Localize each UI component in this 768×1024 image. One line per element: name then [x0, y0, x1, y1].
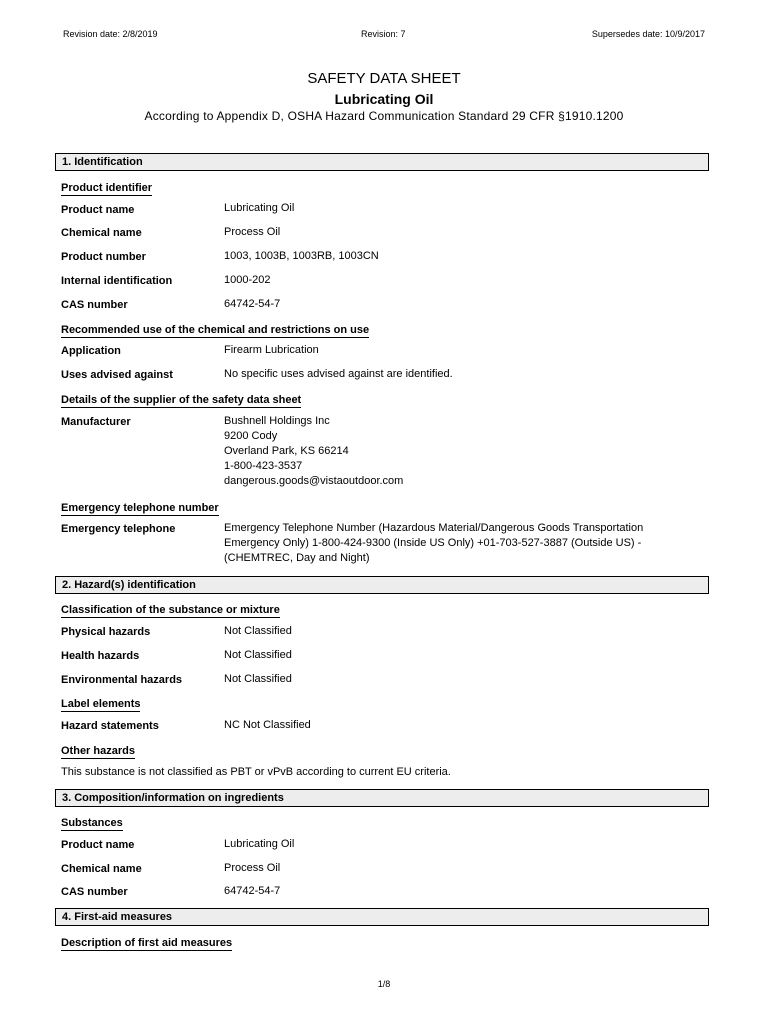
composition-product-name-value: Lubricating Oil — [224, 838, 295, 850]
product-name-value: Lubricating Oil — [224, 202, 295, 214]
application-label: Application — [61, 345, 121, 357]
health-hazards-label: Health hazards — [61, 650, 140, 662]
product-identifier-heading: Product identifier — [61, 182, 153, 194]
emergency-number-heading: Emergency telephone number — [61, 502, 219, 514]
composition-cas-value: 64742-54-7 — [224, 885, 281, 897]
chemical-name-value: Process Oil — [224, 226, 281, 238]
uses-advised-against-label: Uses advised against — [61, 369, 173, 381]
physical-hazards-value: Not Classified — [224, 625, 292, 637]
manufacturer-label: Manufacturer — [61, 416, 131, 428]
section-2-title: 2. Hazard(s) identification — [62, 579, 196, 591]
section-1-header — [55, 153, 709, 171]
product-number-value: 1003, 1003B, 1003RB, 1003CN — [224, 250, 379, 262]
cas-number-label: CAS number — [61, 299, 128, 311]
internal-id-value: 1000-202 — [224, 274, 271, 286]
cas-number-value: 64742-54-7 — [224, 298, 281, 310]
substances-heading: Substances — [61, 817, 123, 829]
emergency-telephone-label: Emergency telephone — [61, 523, 176, 535]
internal-id-label: Internal identification — [61, 275, 173, 287]
section-4-title: 4. First-aid measures — [62, 911, 173, 923]
revision-number: Revision: 7 — [361, 29, 406, 39]
section-2-header — [55, 576, 709, 594]
other-hazards-heading: Other hazards — [61, 745, 135, 757]
supersedes-date: Supersedes date: 10/9/2017 — [591, 29, 705, 39]
page-number: 1/8 — [377, 979, 391, 989]
document-title: SAFETY DATA SHEET — [307, 70, 461, 87]
first-aid-description-heading: Description of first aid measures — [61, 937, 233, 949]
composition-chemical-name-value: Process Oil — [224, 862, 281, 874]
recommended-use-heading: Recommended use of the chemical and restrictions on use — [61, 324, 370, 336]
classification-heading: Classification of the substance or mixture — [61, 604, 280, 616]
product-name-label: Product name — [61, 204, 135, 216]
hazard-statements-value: NC Not Classified — [224, 719, 311, 731]
product-title: Lubricating Oil — [334, 91, 434, 107]
environmental-hazards-label: Environmental hazards — [61, 674, 183, 686]
composition-cas-label: CAS number — [61, 886, 128, 898]
revision-date: Revision date: 2/8/2019 — [63, 29, 158, 39]
emergency-telephone-value: Emergency Telephone Number (Hazardous Material/Dangerous Goods Transportation Emergency Only) 1-800-424-9300 (Inside US Only) +01-703-527-3887 (Outside US) - (CHEMTREC, Day and Night) — [224, 522, 644, 564]
chemical-name-label: Chemical name — [61, 227, 142, 239]
application-value: Firearm Lubrication — [224, 344, 319, 356]
section-3-title: 3. Composition/information on ingredients — [62, 792, 284, 804]
section-3-header — [55, 789, 709, 807]
manufacturer-value: Bushnell Holdings Inc 9200 Cody Overland Park, KS 66214 1-800-423-3537 dangerous.goods@vistaoutdoor.com — [224, 415, 404, 487]
health-hazards-value: Not Classified — [224, 649, 292, 661]
other-hazards-text: This substance is not classified as PBT or vPvB according to current EU criteria. — [61, 766, 451, 778]
label-elements-heading: Label elements — [61, 698, 141, 710]
composition-chemical-name-label: Chemical name — [61, 863, 142, 875]
section-1-title: 1. Identification — [62, 156, 143, 168]
section-4-header — [55, 908, 709, 926]
composition-product-name-label: Product name — [61, 839, 135, 851]
supplier-details-heading: Details of the supplier of the safety data sheet — [61, 394, 302, 406]
physical-hazards-label: Physical hazards — [61, 626, 151, 638]
hazard-statements-label: Hazard statements — [61, 720, 159, 732]
standard-reference: According to Appendix D, OSHA Hazard Communication Standard 29 CFR §1910.1200 — [144, 109, 624, 123]
product-number-label: Product number — [61, 251, 146, 263]
uses-advised-against-value: No specific uses advised against are identified. — [224, 368, 453, 380]
environmental-hazards-value: Not Classified — [224, 673, 292, 685]
